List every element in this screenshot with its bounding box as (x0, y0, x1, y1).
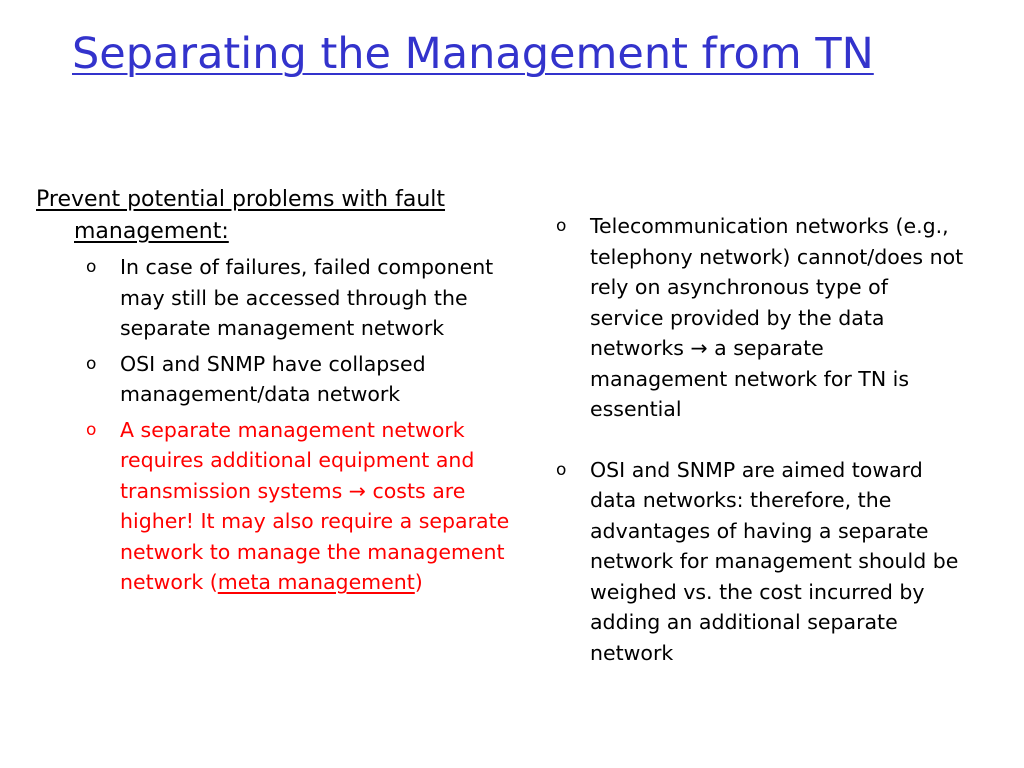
right-column (556, 211, 966, 668)
bullet-text: Telecommunication networks (e.g., telephony network) cannot/does not rely on asynchronous type of service provided by the data networks → a separate management network for TN is essential (590, 214, 964, 421)
bullet-marker: o (86, 353, 97, 374)
list-item (556, 211, 966, 425)
left-heading (36, 184, 514, 248)
bullet-marker: o (556, 216, 567, 236)
bullet-text: In case of failures, failed component may still be accessed through the separate management network (120, 255, 494, 340)
bullet-text: OSI and SNMP are aimed toward data networks: therefore, the advantages of having a separate network for management should be weighed vs. the cost incurred by adding an additional separate network (590, 457, 959, 665)
right-bullet-list (556, 211, 966, 668)
left-column (36, 184, 514, 603)
bullet-text: OSI and SNMP have collapsed management/data network (120, 351, 426, 406)
bullet-marker: o (86, 257, 97, 277)
slide-title: Separating the Management from TN (72, 29, 874, 79)
bullet-text-before: A separate management network requires additional equipment and transmission systems → costs are higher! It may also require a separate network to manage the management network ( (120, 417, 510, 594)
list-item (556, 455, 966, 669)
left-bullet-list (36, 252, 514, 598)
bullet-text (120, 418, 509, 595)
bullet-marker: o (86, 419, 97, 440)
bullet-text-after: ) (414, 570, 423, 594)
meta-management-link[interactable]: meta management (217, 570, 415, 594)
bullet-marker: o (556, 459, 567, 480)
left-heading-text: Prevent potential problems with fault management: (36, 187, 446, 244)
list-item (36, 349, 514, 410)
list-item (36, 252, 514, 344)
list-item-emphasis (36, 415, 514, 598)
